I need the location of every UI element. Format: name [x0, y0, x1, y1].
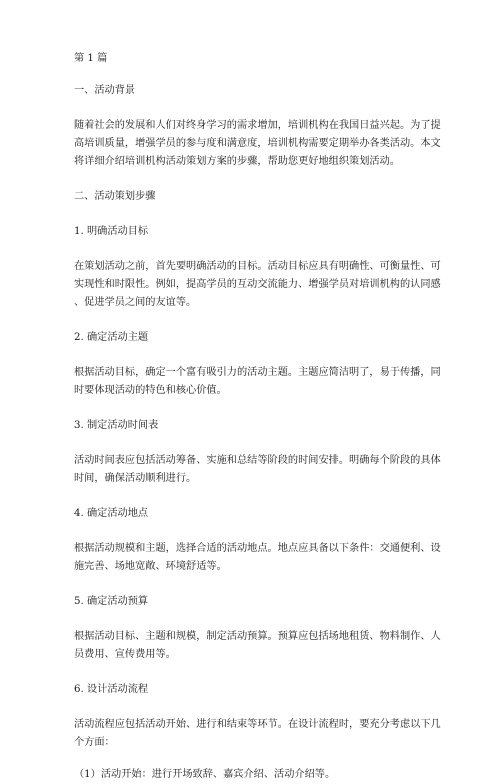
step-paragraph-6: [74, 716, 441, 752]
step-paragraph-3: [74, 452, 441, 488]
step-paragraph-4: [74, 540, 441, 576]
flow-item-1: （1）活动开始：进行开场致辞、嘉宾介绍、活动介绍等。: [74, 769, 336, 780]
step-paragraph-5: [74, 628, 441, 664]
paragraph-line: 根据活动目标、主题和规模，制定活动预算。预算应包括场地租赁、物料制作、人: [74, 631, 441, 642]
paragraph-line: 在策划活动之前，首先要明确活动的目标。活动目标应具有明确性、可衡量性、可: [74, 261, 441, 272]
paragraph-line: 施完善、场地宽敞、环境舒适等。: [74, 561, 227, 572]
section-heading-background: 一、活动背景: [74, 85, 136, 96]
step-heading-5: 5. 确定活动预算: [74, 596, 149, 607]
step-paragraph-2: [74, 364, 441, 400]
document-title: 第 1 篇: [74, 53, 108, 64]
document-body: [74, 50, 441, 784]
paragraph-line: 时要体现活动的特色和核心价值。: [74, 385, 227, 396]
paragraph-line: 根据活动规模和主题，选择合适的活动地点。地点应具备以下条件：交通便利、设: [74, 543, 441, 554]
section-heading-steps: 二、活动策划步骤: [74, 191, 156, 202]
paragraph-line: 时间，确保活动顺利进行。: [74, 473, 197, 484]
step-heading-6: 6. 设计活动流程: [74, 684, 149, 695]
step-heading-1: 1. 明确活动目标: [74, 226, 149, 237]
paragraph-line: 个方面：: [74, 737, 115, 748]
paragraph-line: 高培训质量，增强学员的参与度和满意度，培训机构需要定期举办各类活动。本文: [74, 138, 441, 149]
paragraph-line: 根据活动目标，确定一个富有吸引力的活动主题。主题应简洁明了，易于传播，同: [74, 367, 441, 378]
paragraph-line: 活动时间表应包括活动筹备、实施和总结等阶段的时间安排。明确每个阶段的具体: [74, 455, 441, 466]
step-paragraph-1: [74, 258, 441, 312]
step-heading-4: 4. 确定活动地点: [74, 508, 149, 519]
background-paragraph: [74, 117, 441, 171]
step-heading-3: 3. 制定活动时间表: [74, 420, 159, 431]
paragraph-line: 活动流程应包括活动开始、进行和结束等环节。在设计流程时，要充分考虑以下几: [74, 719, 441, 730]
paragraph-line: 实现性和时限性。例如，提高学员的互动交流能力、增强学员对培训机构的认同感: [74, 279, 441, 290]
paragraph-line: 员费用、宣传费用等。: [74, 649, 176, 660]
paragraph-line: 、促进学员之间的友谊等。: [74, 297, 197, 308]
paragraph-line: 将详细介绍培训机构活动策划方案的步骤，帮助您更好地组织策划活动。: [74, 156, 400, 167]
step-heading-2: 2. 确定活动主题: [74, 332, 149, 343]
paragraph-line: 随着社会的发展和人们对终身学习的需求增加，培训机构在我国日益兴起。为了提: [74, 120, 441, 131]
